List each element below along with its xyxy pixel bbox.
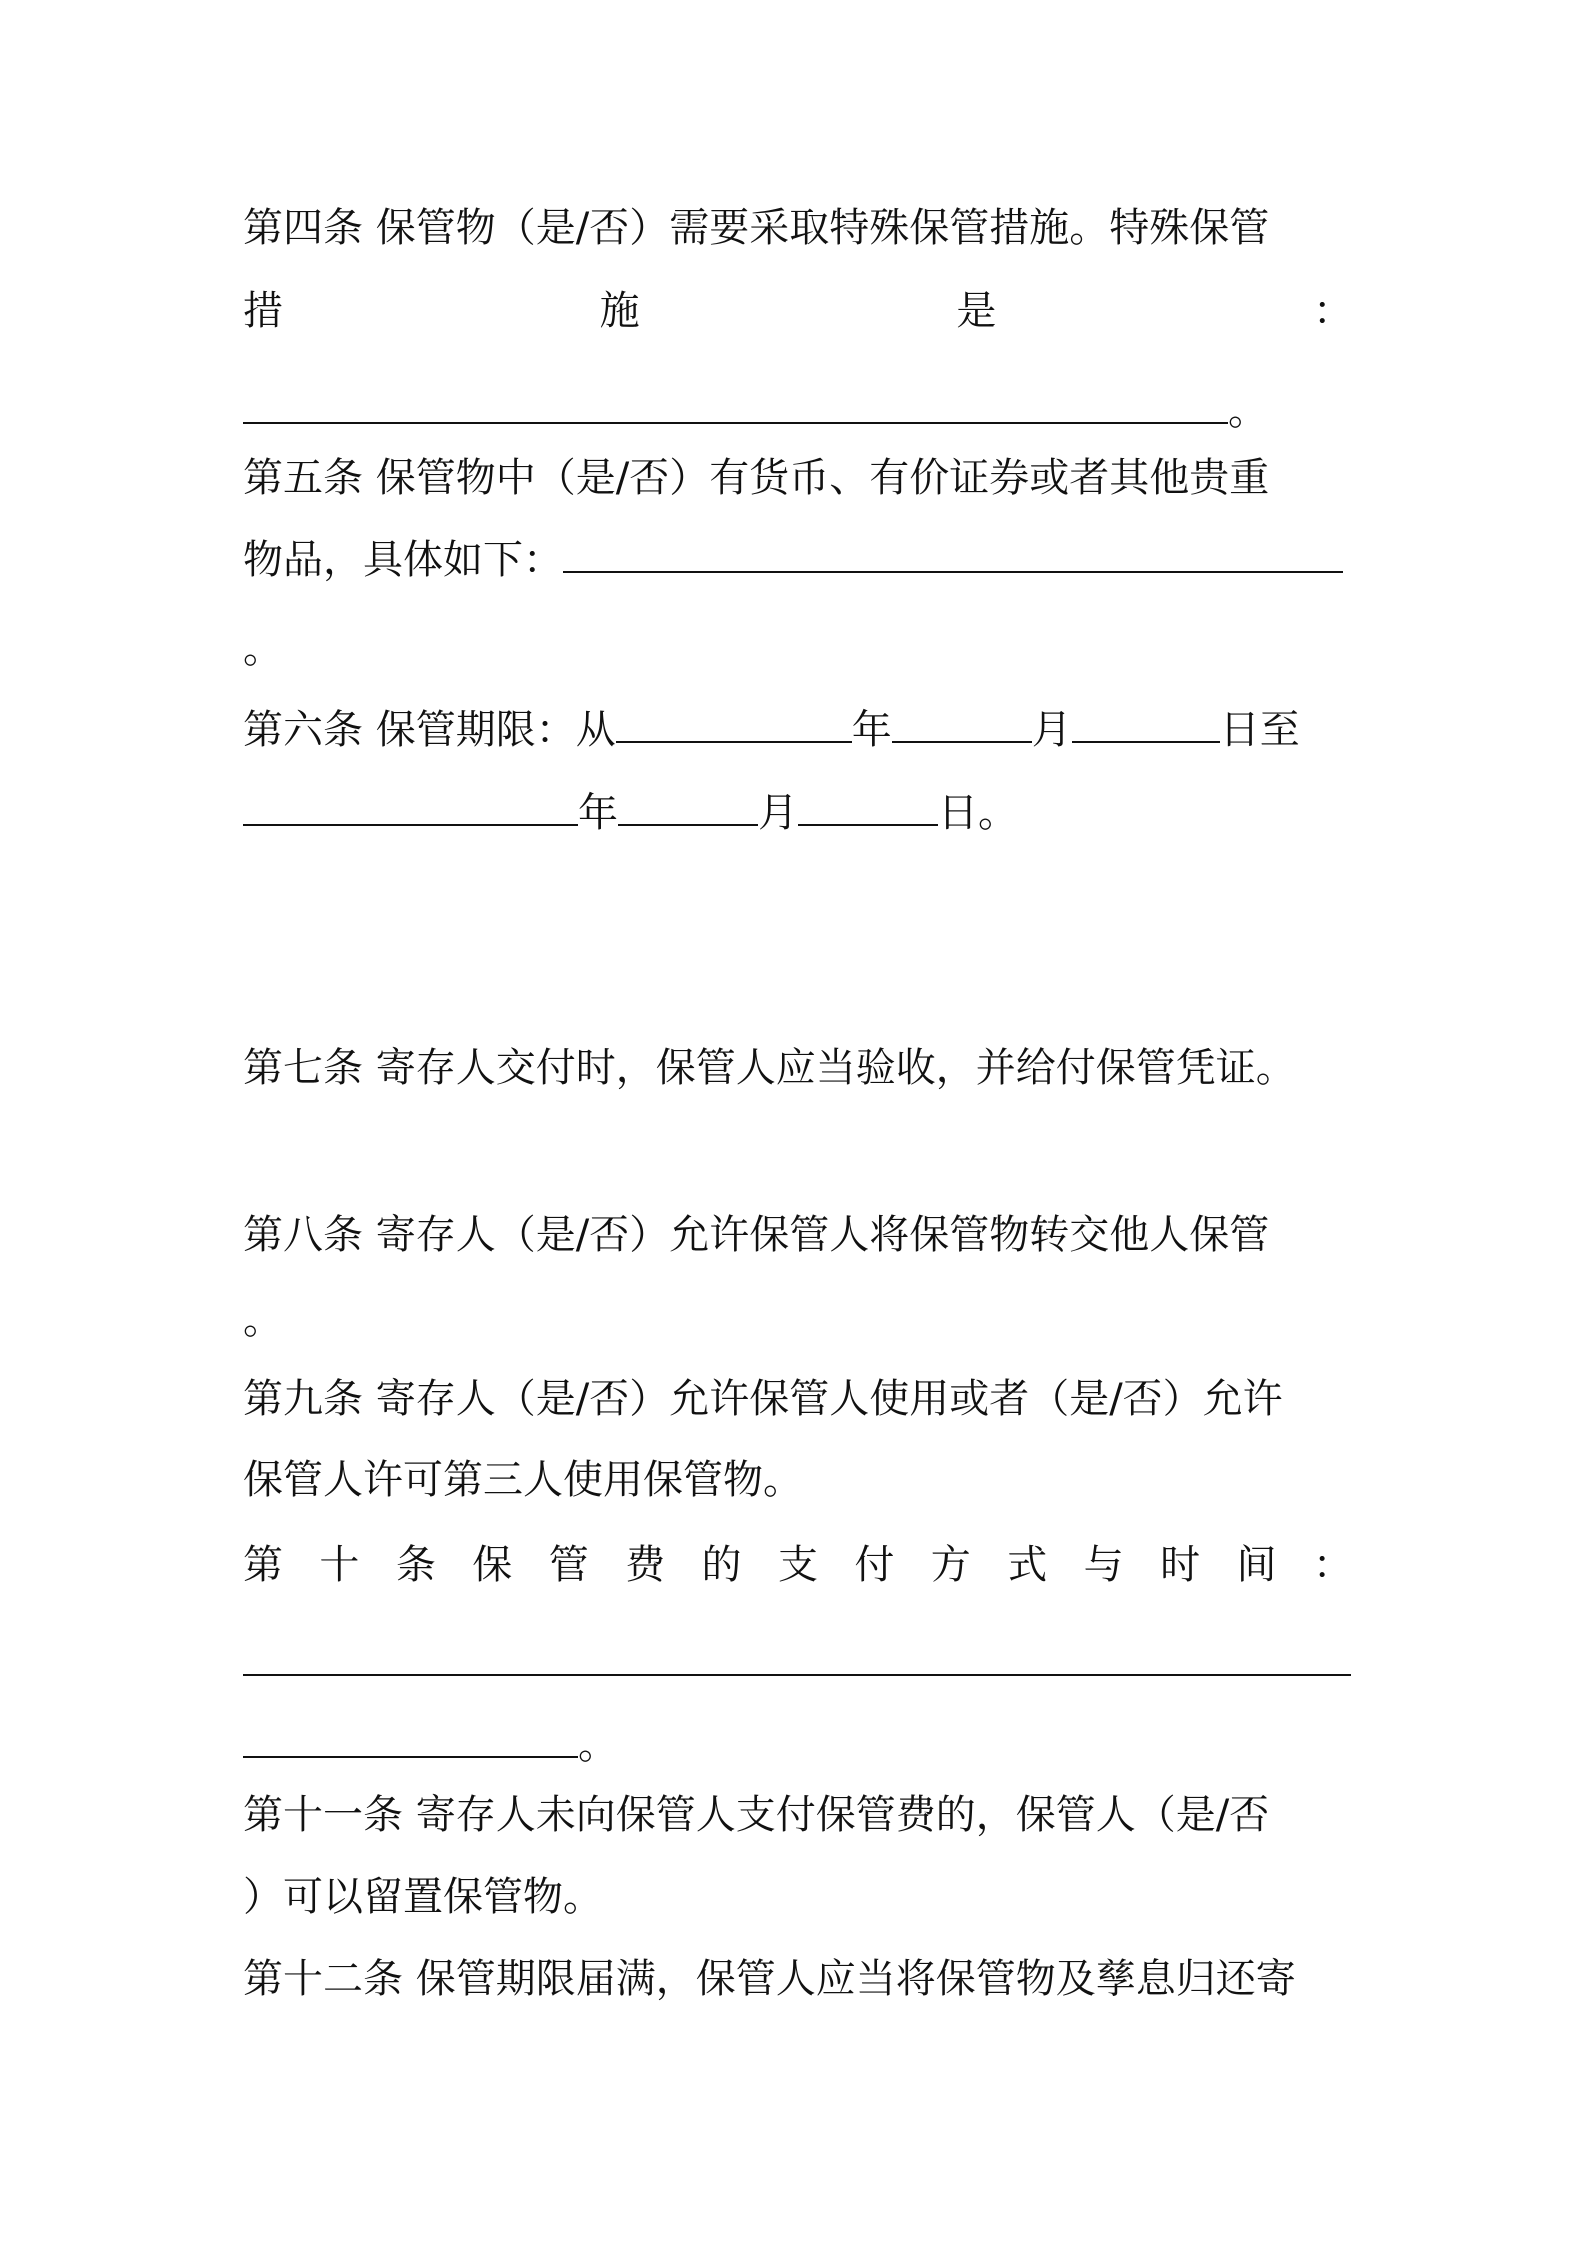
article-10-char: 条 bbox=[395, 1542, 436, 1588]
year-label: 年 bbox=[578, 790, 618, 836]
article-10-char: 方 bbox=[930, 1542, 971, 1588]
article-10-char: 付 bbox=[854, 1542, 895, 1588]
article-10-char: ： bbox=[1312, 1542, 1353, 1588]
article-9-line-2: 保管人许可第三人使用保管物。 bbox=[243, 1457, 803, 1503]
article-6-line-1 bbox=[243, 695, 1353, 765]
fill-in-blank-month bbox=[892, 701, 1032, 743]
article-4-char: 是 bbox=[956, 288, 997, 334]
article-6-line-2 bbox=[243, 778, 1353, 848]
article-11-line-2: ）可以留置保管物。 bbox=[243, 1874, 603, 1920]
fill-in-blank bbox=[243, 382, 1228, 424]
article-4-line-3 bbox=[243, 376, 1353, 446]
fill-in-blank bbox=[243, 1634, 1351, 1676]
article-10-char: 支 bbox=[777, 1542, 818, 1588]
article-8-line-1: 第八条 寄存人（是/否）允许保管人将保管物转交他人保管 bbox=[243, 1212, 1270, 1258]
article-6-prefix: 第六条 保管期限：从 bbox=[243, 707, 616, 753]
article-8-line-2: 。 bbox=[243, 1297, 283, 1343]
fill-in-blank-day bbox=[798, 784, 938, 826]
article-7-line-1: 第七条 寄存人交付时，保管人应当验收，并给付保管凭证。 bbox=[243, 1045, 1296, 1091]
year-label: 年 bbox=[851, 707, 892, 753]
article-5-prefix: 物品，具体如下： bbox=[243, 537, 563, 583]
article-10-char: 与 bbox=[1083, 1542, 1124, 1588]
article-10-line-3 bbox=[243, 1710, 1353, 1780]
fill-in-blank-year bbox=[243, 784, 578, 826]
month-label: 月 bbox=[758, 790, 798, 836]
article-4-char: 措 bbox=[243, 288, 283, 334]
article-4-char: ： bbox=[1312, 288, 1353, 334]
article-10-char: 时 bbox=[1160, 1542, 1201, 1588]
article-9-line-1: 第九条 寄存人（是/否）允许保管人使用或者（是/否）允许 bbox=[243, 1376, 1283, 1422]
article-10-char: 管 bbox=[548, 1542, 589, 1588]
article-10-char: 的 bbox=[701, 1542, 742, 1588]
article-4-char: 施 bbox=[599, 288, 640, 334]
article-4-line-1: 第四条 保管物（是/否）需要采取特殊保管措施。特殊保管 bbox=[243, 205, 1270, 251]
article-10-line-1 bbox=[243, 1530, 1353, 1600]
fill-in-blank-day bbox=[1072, 701, 1220, 743]
article-11-line-1: 第十一条 寄存人未向保管人支付保管费的，保管人（是/否 bbox=[243, 1792, 1270, 1838]
article-12-line-1: 第十二条 保管期限届满，保管人应当将保管物及孳息归还寄 bbox=[243, 1956, 1296, 2002]
article-10-char: 式 bbox=[1007, 1542, 1048, 1588]
article-5-line-1: 第五条 保管物中（是/否）有货币、有价证券或者其他贵重 bbox=[243, 455, 1270, 501]
article-4-line-2 bbox=[243, 276, 1353, 346]
article-10-char: 保 bbox=[472, 1542, 513, 1588]
fill-in-blank bbox=[243, 1716, 578, 1758]
article-10-char: 十 bbox=[319, 1542, 360, 1588]
fill-in-blank-month bbox=[618, 784, 758, 826]
month-label: 月 bbox=[1031, 707, 1072, 753]
article-10-char: 间 bbox=[1236, 1542, 1277, 1588]
article-10-period: 。 bbox=[578, 1722, 618, 1768]
day-to-label: 日至 bbox=[1219, 707, 1300, 753]
fill-in-blank-year bbox=[616, 701, 852, 743]
article-10-char: 费 bbox=[625, 1542, 666, 1588]
article-10-char: 第 bbox=[243, 1542, 283, 1588]
day-end-label: 日。 bbox=[938, 790, 1018, 836]
article-5-line-2 bbox=[243, 525, 1353, 595]
article-4-period: 。 bbox=[1228, 388, 1268, 434]
article-5-line-3: 。 bbox=[243, 626, 283, 672]
fill-in-blank bbox=[563, 531, 1343, 573]
article-10-line-2 bbox=[243, 1628, 1353, 1698]
